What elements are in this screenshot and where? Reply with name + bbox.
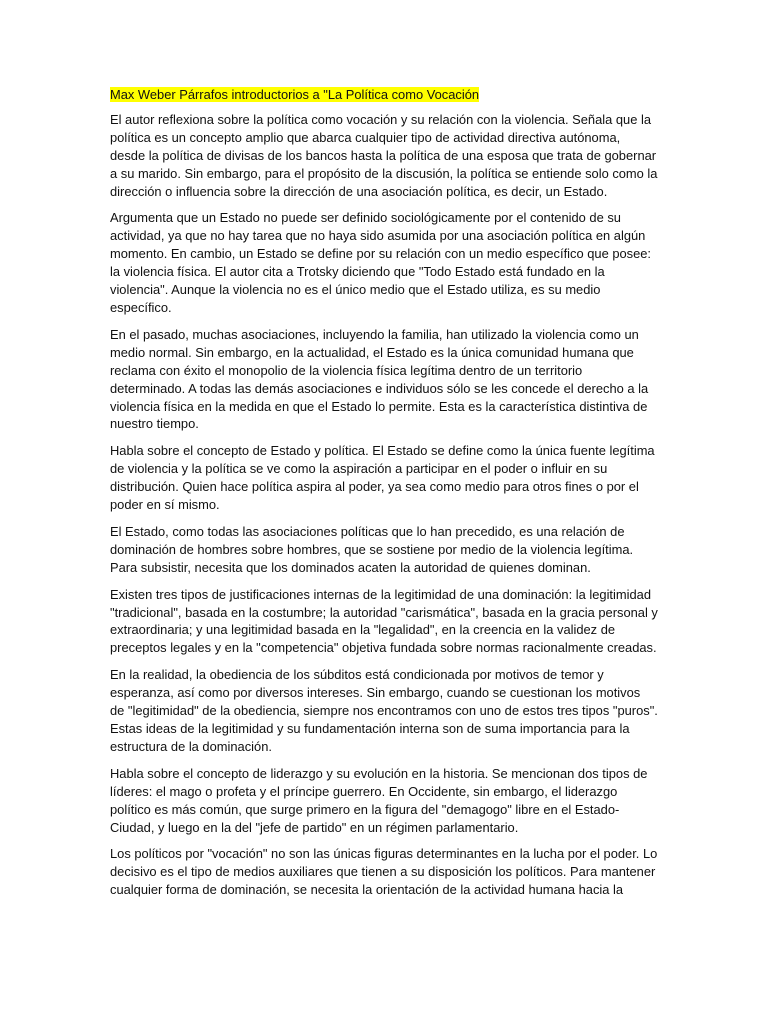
document-title: Max Weber Párrafos introductorios a "La Política como Vocación bbox=[110, 87, 480, 102]
paragraph-7: En la realidad, la obediencia de los súbditos está condicionada por motivos de temor y esperanza, así como por diversos intereses. Sin embargo, cuando se cuestionan los motivos de "legitimidad" de la obediencia, siempre nos encontramos con uno de estos tres tipos "puros". Estas ideas de la legitimidad y su fundamentación interna son de suma importancia para la estructura de la dominación. bbox=[110, 667, 658, 754]
paragraph-1: El autor reflexiona sobre la política como vocación y su relación con la violencia. Señala que la política es un concepto amplio que abarca cualquier tipo de actividad directiva autónoma, desde la política de divisas de los bancos hasta la política de una esposa que trata de gobernar a su marido. Sin embargo, para el propósito de la discusión, la política se entiende solo como la dirección o influencia sobre la dirección de una asociación política, es decir, un Estado. bbox=[110, 111, 658, 199]
paragraph-6: Existen tres tipos de justificaciones internas de la legitimidad de una dominación: la legitimidad "tradicional", basada en la costumbre; la autoridad "carismática", basada en la gracia personal y extraordinaria; y una legitimidad basada en la "legalidad", en la creencia en la validez de preceptos legales y en la "competencia" objetiva fundada sobre normas racionalmente creadas. bbox=[110, 586, 658, 656]
paragraph-5: El Estado, como todas las asociaciones políticas que lo han precedido, es una relación de dominación de hombres sobre hombres, que se sostiene por medio de la violencia legítima. Para subsistir, necesita que los dominados acaten la autoridad de quienes dominan. bbox=[110, 523, 634, 575]
paragraph-8: Habla sobre el concepto de liderazgo y su evolución en la historia. Se mencionan dos tipos de líderes: el mago o profeta y el príncipe guerrero. En Occidente, sin embargo, el liderazgo político es más común, que surge primero en la figura del "demagogo" libre en el Estado-Ciudad, y luego en la del "jefe de partido" en un régimen parlamentario. bbox=[110, 765, 648, 835]
document-body bbox=[110, 86, 658, 908]
paragraph-3: En el pasado, muchas asociaciones, incluyendo la familia, han utilizado la violencia como un medio normal. Sin embargo, en la actualidad, el Estado es la única comunidad humana que reclama con éxito el monopolio de la violencia física legítima dentro de un territorio determinado. A todas las demás asociaciones e individuos sólo se les concede el derecho a la violencia física en la medida en que el Estado lo permite. Esta es la característica distintiva de nuestro tiempo. bbox=[110, 326, 649, 432]
paragraph-2: Argumenta que un Estado no puede ser definido sociológicamente por el contenido de su actividad, ya que no hay tarea que no haya sido asumida por una asociación política en algún momento. En cambio, un Estado se define por su relación con un medio específico que posee: la violencia física. El autor cita a Trotsky diciendo que "Todo Estado está fundado en la violencia". Aunque la violencia no es el único medio que el Estado utiliza, es su medio específico. bbox=[110, 210, 652, 315]
paragraph-9: Los políticos por "vocación" no son las únicas figuras determinantes en la lucha por el poder. Lo decisivo es el tipo de medios auxiliares que tienen a su disposición los políticos. Para mantener cualquier forma de dominación, se necesita la orientación de la actividad humana hacia la bbox=[110, 846, 658, 898]
paragraph-4: Habla sobre el concepto de Estado y política. El Estado se define como la única fuente legítima de violencia y la política se ve como la aspiración a participar en el poder o influir en su distribución. Quien hace política aspira al poder, ya sea como medio para otros fines o por el poder en sí mismo. bbox=[110, 443, 655, 513]
document-title-line bbox=[110, 86, 658, 104]
